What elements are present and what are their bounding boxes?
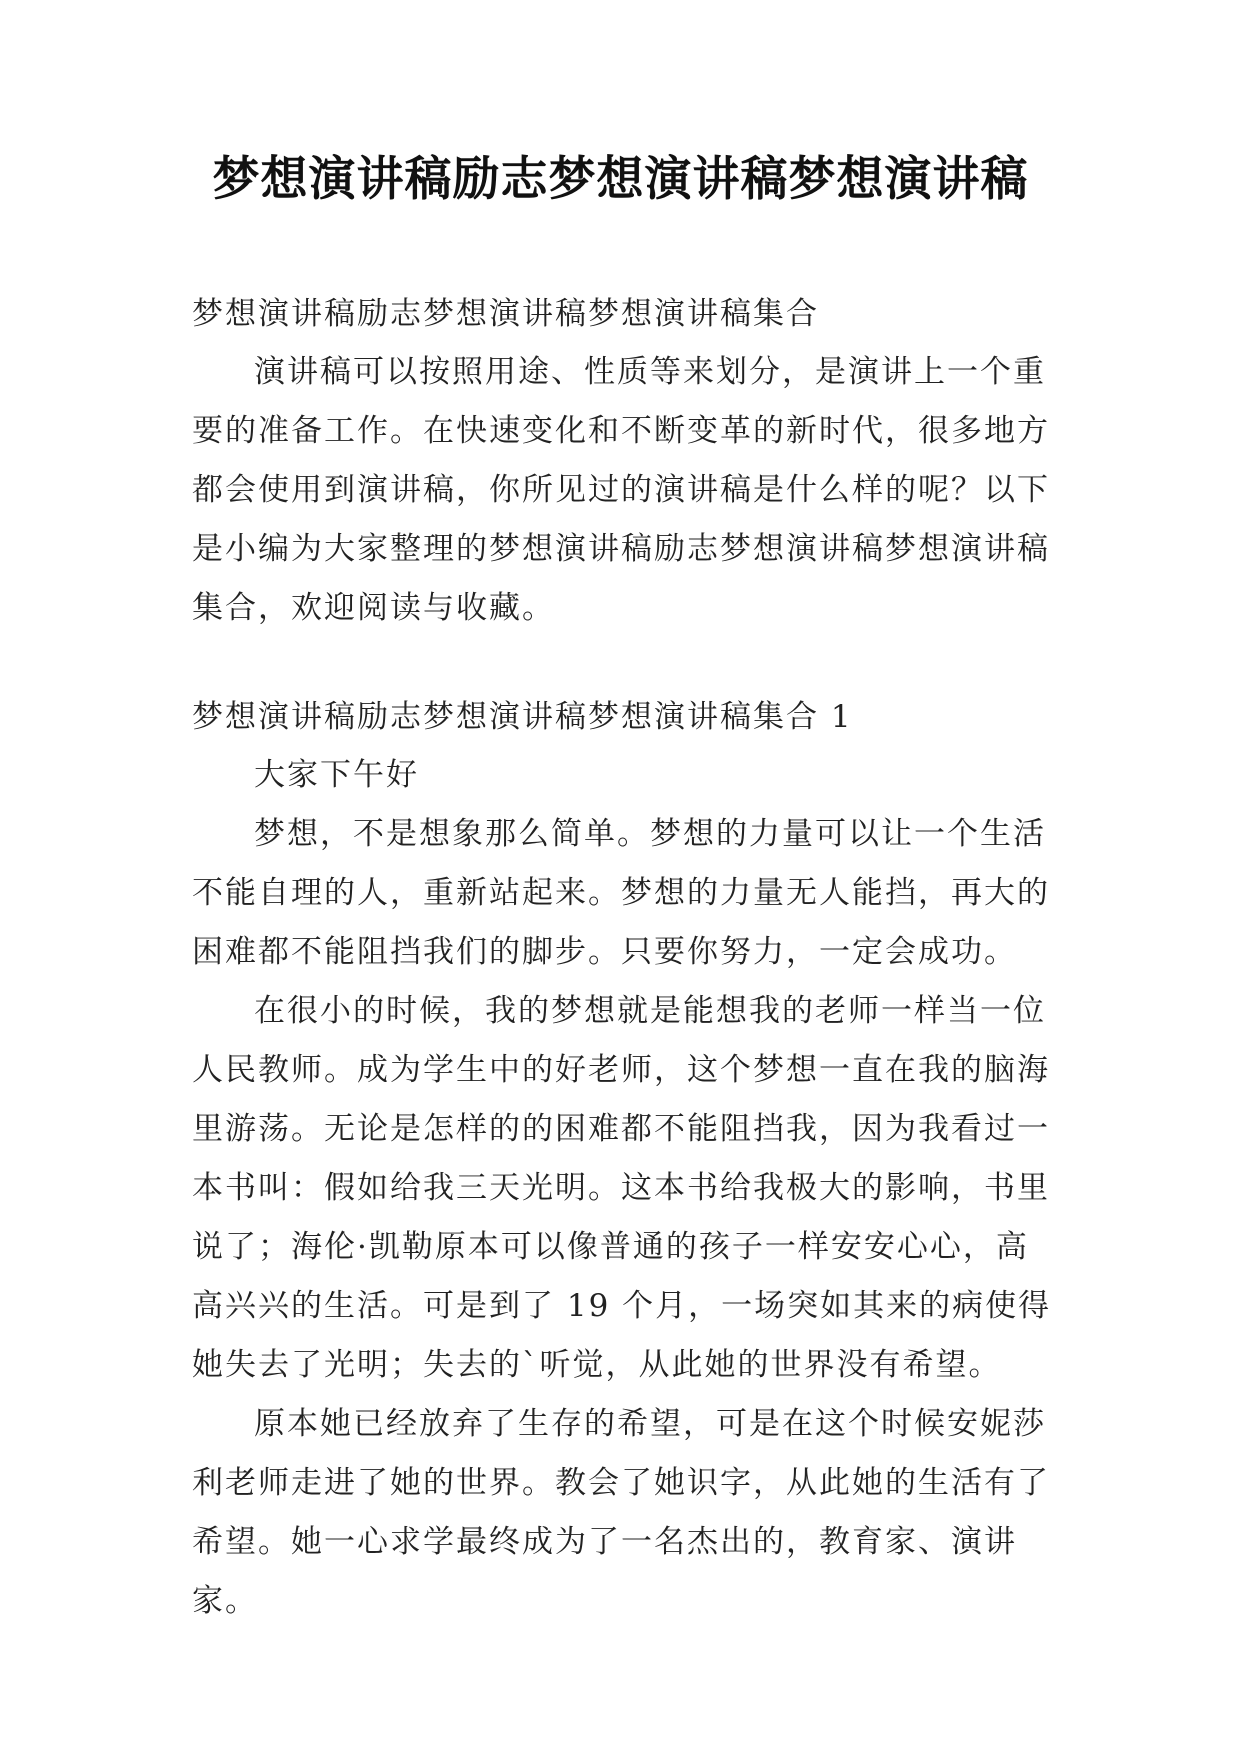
article-body (192, 746, 1052, 1631)
body-paragraph: 梦想，不是想象那么简单。梦想的力量可以让一个生活不能自理的人，重新站起来。梦想的力量无人能挡，再大的困难都不能阻挡我们的脚步。只要你努力，一定会成功。 (192, 816, 1050, 970)
body-paragraph: 在很小的时候，我的梦想就是能想我的老师一样当一位人民教师。成为学生中的好老师，这个梦想一直在我的脑海里游荡。无论是怎样的的困难都不能阻挡我，因为我看过一本书叫：假如给我三天光明。这本书给我极大的影响，书里说了；海伦·凯勒原本可以像普通的孩子一样安安心心，高高兴兴的生活。可是到了 19 个月，一场突如其来的病使得她失去了光明；失去的`听觉，从此她的世界没有希望。 (192, 993, 1052, 1383)
body-paragraph: 原本她已经放弃了生存的希望，可是在这个时候安妮莎利老师走进了她的世界。教会了她识字，从此她的生活有了希望。她一心求学最终成为了一名杰出的，教育家、演讲家。 (192, 1406, 1050, 1619)
article-heading: 梦想演讲稿励志梦想演讲稿梦想演讲稿集合 1 (192, 699, 853, 735)
greeting-paragraph: 大家下午好 (254, 757, 419, 793)
document-title: 梦想演讲稿励志梦想演讲稿梦想演讲稿 (212, 152, 1029, 207)
intro-paragraph: 演讲稿可以按照用途、性质等来划分，是演讲上一个重要的准备工作。在快速变化和不断变革的新时代，很多地方都会使用到演讲稿，你所见过的演讲稿是什么样的呢？以下是小编为大家整理的梦想演讲稿励志梦想演讲稿梦想演讲稿集合，欢迎阅读与收藏。 (192, 354, 1050, 626)
section-heading: 梦想演讲稿励志梦想演讲稿梦想演讲稿集合 (192, 296, 819, 332)
intro-section (192, 343, 1052, 638)
